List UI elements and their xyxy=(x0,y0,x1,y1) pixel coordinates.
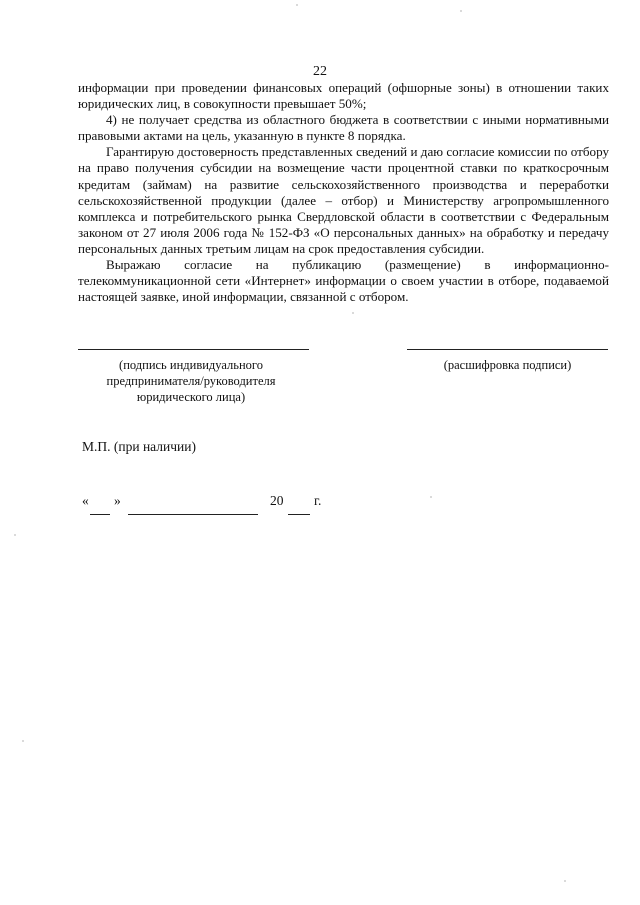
signature-line xyxy=(78,349,309,350)
date-year-prefix: 20 xyxy=(270,493,284,508)
year-blank xyxy=(288,514,310,515)
scan-speck xyxy=(352,312,354,314)
scan-speck xyxy=(22,740,24,742)
signature-caption: (подпись индивидуального предпринимателя/руководителя юридического лица) xyxy=(106,358,276,404)
paragraph-publication-consent: Выражаю согласие на публикацию (размещение) в информационно-телекоммуникационной сети «Интернет» информации о своем участии в отборе, подаваемой настоящей заявке, иной информации, связанной с отбором. xyxy=(78,257,609,305)
document-body xyxy=(78,80,609,305)
scan-speck xyxy=(460,10,462,12)
stamp-label: М.П. (при наличии) xyxy=(82,439,196,454)
date-open-quote: « xyxy=(82,493,89,508)
paragraph-item-4: 4) не получает средства из областного бюджета в соответствии с иными нормативными правовыми актами на цель, указанную в пункте 8 порядка. xyxy=(78,112,609,144)
page-number: 22 xyxy=(313,64,327,79)
scan-speck xyxy=(430,496,432,498)
scan-speck xyxy=(296,4,298,6)
month-blank xyxy=(128,514,258,515)
scan-speck xyxy=(14,534,16,536)
paragraph-guarantee: Гарантирую достоверность представленных сведений и даю согласие комиссии по отбору на право получения субсидии на возмещение части процентной ставки по краткосрочным кредитам (займам) на развитие сельскохозяйственного производства и переработки сельскохозяйственной продукции (далее – отбор) и Министерству агропромышленного комплекса и потребительского рынка Свердловской области в соответствии с Федеральным законом от 27 июля 2006 года № 152-ФЗ «О персональных данных» на обработку и передачу персональных данных третьим лицам на срок предоставления субсидии. xyxy=(78,144,609,256)
signature-transcript-caption: (расшифровка подписи) xyxy=(443,358,572,372)
day-blank xyxy=(90,514,110,515)
scan-speck xyxy=(564,880,566,882)
signature-transcript-line xyxy=(407,349,608,350)
date-year-suffix: г. xyxy=(314,493,322,508)
date-close-quote: » xyxy=(114,493,121,508)
paragraph-continuation: информации при проведении финансовых операций (офшорные зоны) в отношении таких юридических лиц, в совокупности превышает 50%; xyxy=(78,80,609,112)
